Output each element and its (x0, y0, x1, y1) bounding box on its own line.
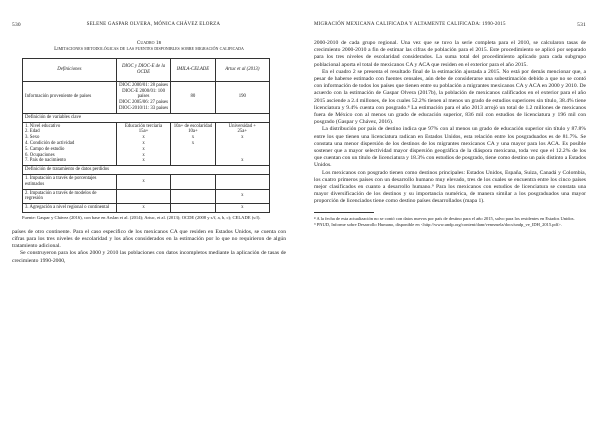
table-row (23, 174, 270, 189)
table-cell: x (116, 204, 170, 213)
table-cell: DIOC 2000/01: 28 países DIOC-E 2000/01: 100 países DIOC 2005/06: 27 países DIOC-2010/11: 33 países (116, 81, 170, 113)
table-header: DIOC y DIOC-E de la OCDE (116, 58, 170, 81)
table-cell: Educación terciaria 15a+ x x x x x (116, 122, 170, 166)
table-source-note: Fuente: Gaspar y Chávez (2016), con base en Arslan et al. (2014); Artuc, et al. (2013); OCDE (2008 y s/f, a, b, c); CELADE (s/f). (22, 214, 261, 220)
paragraph: En el cuadro 2 se presenta el resultado final de la estimación ajustada a 2015. No está por demás mencionar que, a pesar de haberse estimado con fuentes censales, aún debe de considerarse una subestimación debido a que no se contó con información de todos los países que tienen entre su población a migrantes mexicanos CA y ACA en 2000 y 2010. De acuerdo con la estimación de Gaspar Olvera (2017b), la población de mexicanos calificados en el exterior para el año 2015 asciende a 2.4 millones, de los cuales 52.2% tienen al menos un grado de estudios superiores sin título, 38.4% tiene licenciatura y 9.4% cuenta con posgrado.⁸ La estimación para el año 2013 arrojó un total de 1.2 millones de mexicanos fuera de México con al menos un grado de educación superior, 836 mil con estudios de licenciatura y 196 mil con posgrado (Gaspar y Chávez, 2016). (314, 68, 586, 126)
right-body-text (314, 40, 586, 206)
table-row (23, 204, 270, 213)
section-label: Definición de variables clave (23, 113, 270, 122)
table-cell: x (215, 204, 269, 213)
table-cell: Universidad + 25a+ x x (215, 122, 269, 166)
table-row (23, 113, 270, 122)
right-running-head-text: MIGRACIÓN MEXICANA CALIFICADA Y ALTAMENTE CALIFICADA: 1990-2015 (314, 22, 506, 27)
left-body-text (12, 229, 286, 265)
paragraph: Los mexicanos con posgrado tienen como destinos principales: Estados Unidos, España, Suiza, Canadá y Colombia, los cuatro primeros países con un desarrollo humano muy elevado, tres de los cuales se encuentra entre los cinco países mejor clasificados en cuanto a desarrollo humano.⁹ Para los mexicanos con estudios de licenciatura se constata una mayor diversificación de los destinos y su importancia numérica, de manera similar a los posgraduados una mayor proporción de licenciados tiene como destino países desarrollados (mapa 1). (314, 169, 586, 205)
row-label: Información proveniente de países (23, 81, 117, 113)
footnote: ⁸ A la fecha de esta actualización no se contó con datos nuevos por país de destino para el año 2015, salvo para los residentes en Estados Unidos. (314, 215, 575, 221)
table-caption-number: Cuadro 1b (136, 40, 162, 46)
footnote: ⁹ PNUD, Informe sobre Desarrollo Humano, disponible en <http://www.undp.org/content/dam/venezuela/docs/undp_ve_IDH_2015.pdf>. (314, 222, 562, 228)
table-caption (12, 40, 286, 53)
table-header: IMILA-CELADE (171, 58, 215, 81)
section-label: Definición de tratamiento de datos perdidos (23, 166, 270, 175)
table-row (23, 81, 270, 113)
left-running-head-text: SELENE GASPAR OLVERA, MÓNICA CHÁVEZ ELORZA (86, 22, 221, 27)
paragraph: países de otro continente. Para el caso específico de los mexicanos CA que residen en Estados Unidos, se cuenta con cifras para los tres niveles de escolaridad y los años considerados en la estimación por lo que no requirieron de algún tratamiento adicional. (12, 228, 286, 250)
left-running-head (12, 22, 286, 28)
footnotes (314, 216, 586, 228)
left-page-number: 530 (12, 22, 21, 28)
right-running-head (314, 22, 586, 28)
table-row (23, 189, 270, 204)
row-label: 3. Agregación a nivel regional o continental (23, 204, 117, 213)
table-cell: x (215, 189, 269, 204)
table-cell (116, 189, 170, 204)
table-cell: 80 (171, 81, 215, 113)
paragraph: La distribución por país de destino indica que 97% con al menos un grado de educación superior sin título y 87.8% entre los que tienen una licenciatura radican en Estados Unidos, esta relación entre los posgraduados es de 81.7%. Se constata una menor dispersión de los destinos de los migrantes mexicanos CA y una mayor para los ACA. Es posible sostener que a mayor selectividad mayor dispersión geográfica de la diáspora mexicana, toda vez que el 12.2% de los que cuentan con un título de licenciatura y 18.3% con estudios de posgrado, tiene como destino un país distinto a Estados Unidos. (314, 126, 586, 169)
row-label: 1. Nivel educativo 2. Edad 3. Sexo 4. Condición de actividad 5. Campo de estudio 6. Ocupaciones 7. País de nacimiento (23, 122, 117, 166)
table-cell: x (116, 174, 170, 189)
methodology-table (22, 58, 270, 213)
table-header: Artuc et al (2013) (215, 58, 269, 81)
footnote-divider (314, 212, 374, 213)
row-label: 2. Imputación a través de modelos de regresión (23, 189, 117, 204)
paragraph: 2000-2010 de cada grupo regional. Una vez que se tuvo la serie completa para el 2010, se calcularon tasas de crecimiento 2000-2010 a fin de estimar las cifras de población para el 2015. Este procedimiento se aplicó por separado para los tres niveles de escolaridad considerados. La suma total del procedimiento aplicado para cada subgrupo poblacional aporta el total de mexicanos CA y ACA que residen en el exterior para el año 2015. (314, 40, 586, 68)
table-row (23, 122, 270, 166)
table-cell: 190 (215, 81, 269, 113)
paragraph: Se construyeron para los años 2000 y 2010 las poblaciones con datos incompletos mediante la aplicación de tasas de crecimiento 1990-2000, (12, 250, 286, 264)
table-cell (171, 174, 215, 189)
right-page-number: 531 (577, 22, 586, 28)
right-page (300, 0, 600, 431)
table-row (23, 166, 270, 175)
table-header-row (23, 58, 270, 81)
table-caption-title: Limitaciones metodológicas de las fuentes disponibles sobre migración calificada (54, 46, 244, 53)
table-cell: 10a+ de escolaridad 10a+ x x (171, 122, 215, 166)
row-label: 1. Imputación a través de porcentajes estimados (23, 174, 117, 189)
table-cell (171, 189, 215, 204)
table-cell (171, 204, 215, 213)
table-cell (215, 174, 269, 189)
table-header: Definiciones (23, 58, 117, 81)
